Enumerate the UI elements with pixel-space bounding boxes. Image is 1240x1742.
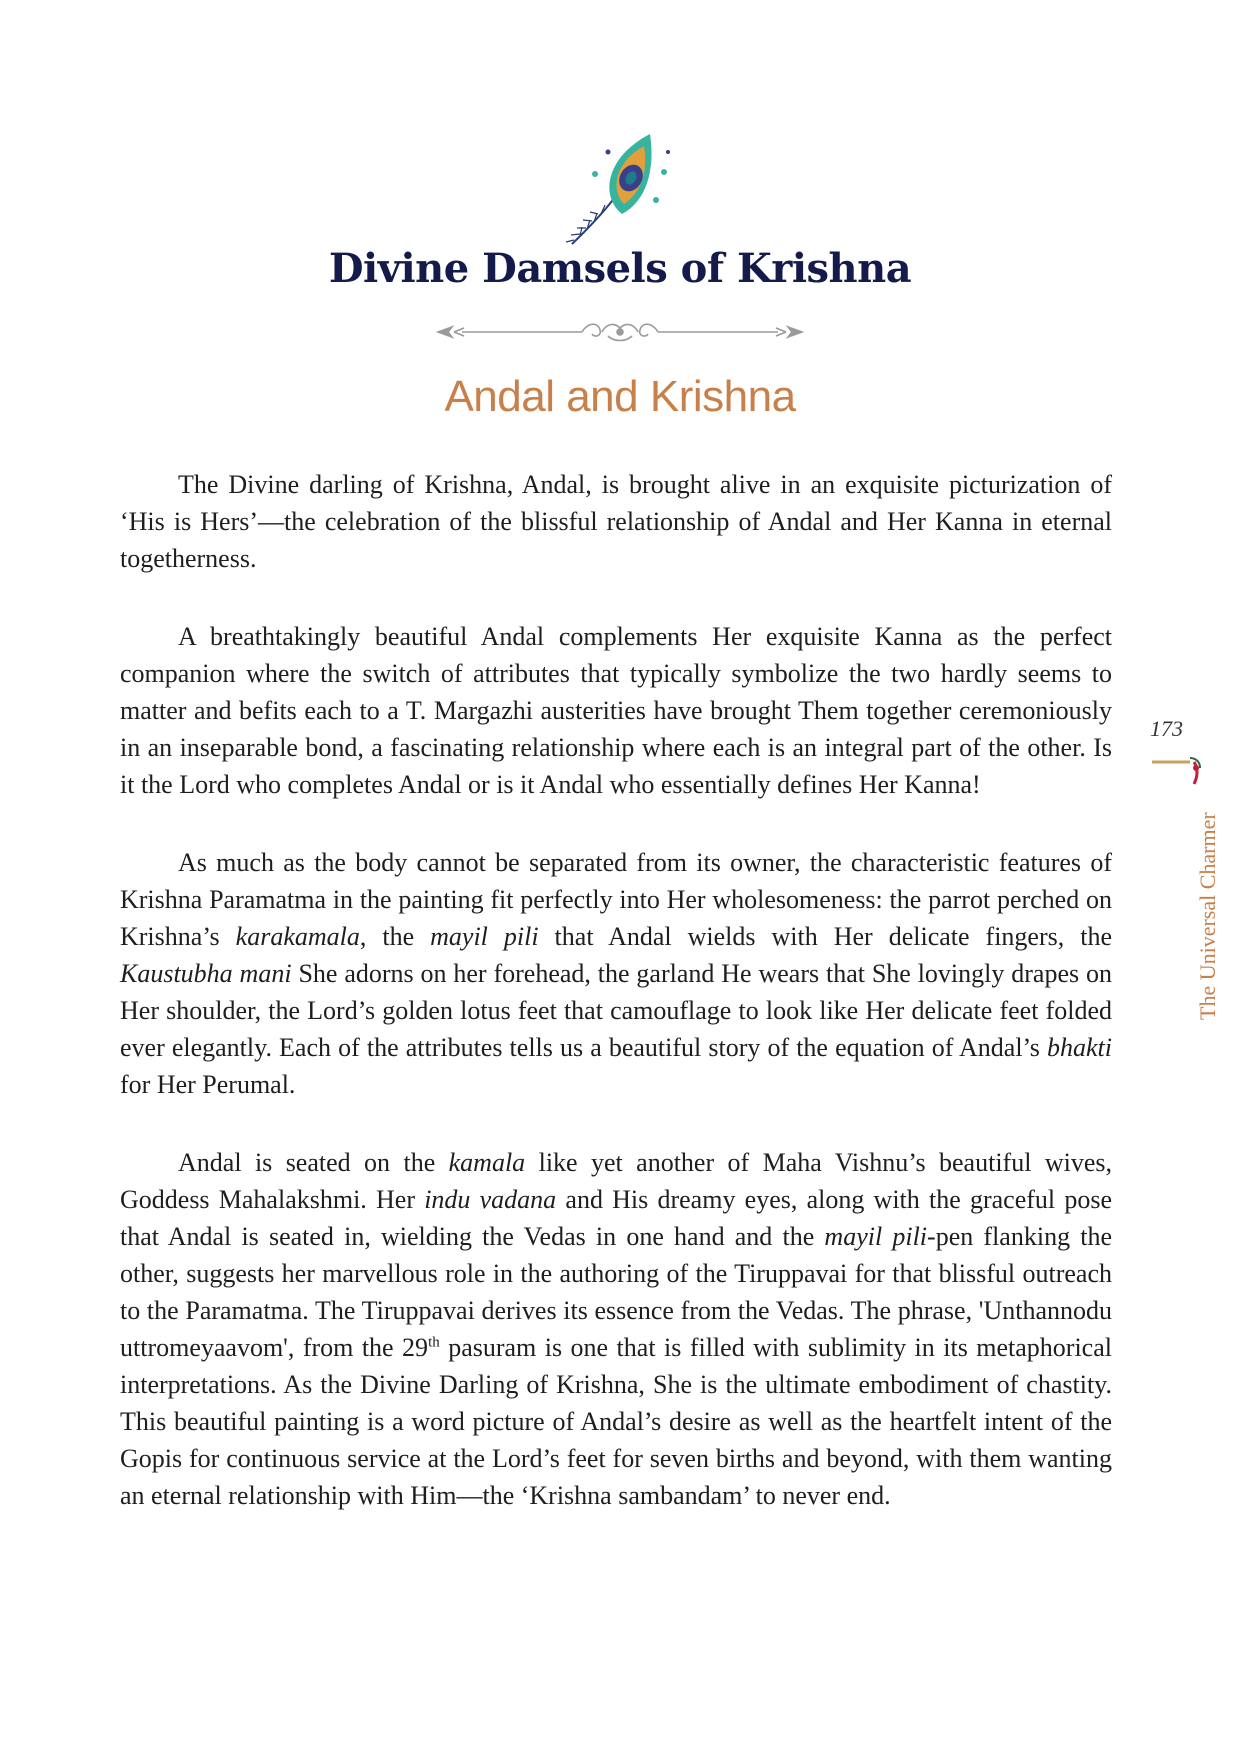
paragraph <box>120 1144 1112 1514</box>
text-run: Andal is seated on the <box>178 1148 449 1177</box>
body-text <box>120 466 1112 1555</box>
italic-term: mayil pili <box>430 922 539 951</box>
italic-term: karakamala <box>235 922 360 951</box>
text-run: for Her Perumal. <box>120 1070 296 1099</box>
paragraph <box>120 844 1112 1103</box>
text-run: that Andal wields with Her delicate fingers, the <box>538 922 1112 951</box>
italic-term: bhakti <box>1047 1033 1112 1062</box>
paragraph <box>120 466 1112 577</box>
text-run: pasuram is one that is filled with sublimity in its metaphorical interpretations. As the Divine Darling of Krishna, She is the ultimate embodiment of chastity. This beautiful painting is a word picture of Andal’s desire as well as the heartfelt intent of the Gopis for continuous service at the Lord’s feet for seven births and beyond, with them wanting an eternal relationship with Him—the ‘Krishna sambandam’ to never end. <box>120 1333 1112 1510</box>
text-run: , the <box>359 922 431 951</box>
text-run: As much as the body cannot be separated from its owner, the characteristic features of Krishna Paramatma in the painting fit perfectly into Her wholesomeness: the parrot perched on Krishna’s <box>120 848 1112 951</box>
italic-term: indu vadana <box>424 1185 557 1214</box>
chapter-title: Divine Damsels of Krishna <box>328 245 912 292</box>
italic-term: kamala <box>448 1148 526 1177</box>
text-run: -pen flanking the other, suggests her marvellous role in the authoring of the Tiruppavai for that blissful outreach to the Paramatma. The Tiruppavai derives its essence from the Vedas. The phrase, 'Unthannodu uttromeyaavom', from the 29 <box>120 1222 1113 1362</box>
paragraph <box>120 618 1112 803</box>
section-title: Andal and Krishna <box>444 372 796 421</box>
italic-term: Kaustubha mani <box>120 959 292 988</box>
italic-term: mayil pili <box>824 1222 928 1251</box>
ornamental-divider-icon <box>432 318 808 346</box>
peacock-feather-icon <box>560 122 680 250</box>
page-number: 173 <box>1150 716 1183 741</box>
text-run: The Divine darling of Krishna, Andal, is brought alive in an exquisite picturization of ‘His is Hers’—the celebration of the blissful relationship of Andal and Her Kanna in eternal togetherness. <box>120 470 1112 573</box>
flute-icon <box>1150 748 1210 788</box>
text-run: A breathtakingly beautiful Andal complements Her exquisite Kanna as the perfect companion where the switch of attributes that typically symbolize the two hardly seems to matter and befits each to a T. Margazhi austerities have brought Them together ceremoniously in an inseparable bond, a fascinating relationship where each is an integral part of the other. Is it the Lord who completes Andal or is it Andal who essentially defines Her Kanna! <box>120 622 1112 799</box>
text-run: like yet another of Maha Vishnu’s beautiful wives, Goddess Mahalakshmi. Her <box>120 1148 1112 1214</box>
text-run: and His dreamy eyes, along with the graceful pose that Andal is seated in, wielding the Vedas in one hand and the <box>120 1185 1113 1251</box>
superscript: th <box>428 1334 440 1351</box>
running-title: The Universal Charmer <box>1195 812 1220 1020</box>
text-run: She adorns on her forehead, the garland He wears that She lovingly drapes on Her shoulder, the Lord’s golden lotus feet that camouflage to look like Her delicate feet folded ever elegantly. Each of the attributes tells us a beautiful story of the equation of Andal’s <box>120 959 1112 1062</box>
